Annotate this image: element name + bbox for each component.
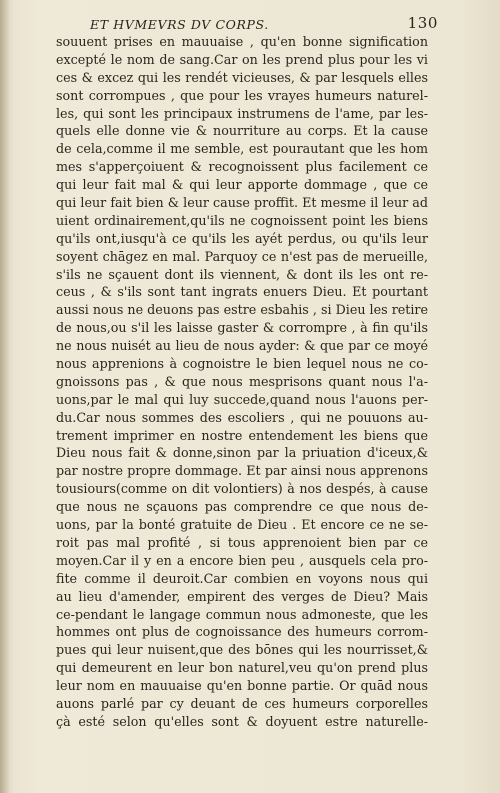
text-line: sont corrompues , que pour les vrayes humeurs naturel- bbox=[56, 87, 428, 103]
text-line: pues qui leur nuisent,que des bōnes qui les nourrisset,& bbox=[56, 642, 428, 658]
gutter-shadow bbox=[0, 0, 10, 793]
body-text bbox=[56, 33, 428, 731]
text-line: que nous ne sçauons pas comprendre ce que nous de- bbox=[56, 499, 428, 515]
text-line: ne nous nuisét au lieu de nous ayder: & que par ce moyé bbox=[56, 338, 428, 354]
text-line: fite comme il deuroit.Car combien en voyons nous qui bbox=[56, 570, 428, 586]
text-line: aussi nous ne deuons pas estre esbahis , si Dieu les retire bbox=[56, 302, 428, 318]
text-line: hommes ont plus de cognoissance des humeurs corrom- bbox=[56, 624, 428, 640]
running-title: ET HVMEVRS DV CORPS. bbox=[90, 17, 269, 32]
text-line: Dieu nous fait & donne,sinon par la priuation d'iceux,& bbox=[56, 445, 428, 461]
text-line: soyent chāgez en mal. Parquoy ce n'est pas de merueille, bbox=[56, 248, 428, 264]
text-line: s'ils ne sçauent dont ils viennent, & dont ils les ont re- bbox=[56, 266, 428, 282]
text-line: ce-pendant le langage commun nous admoneste, que les bbox=[56, 606, 428, 622]
text-line: ces & excez qui les rendét vicieuses, & par lesquels elles bbox=[56, 69, 428, 85]
text-line: qui leur fait bien & leur cause proffit. Et mesme il leur ad bbox=[56, 195, 428, 211]
text-line: de cela,comme il me semble, est pourautant que les hom bbox=[56, 141, 428, 157]
text-line: trement imprimer en nostre entendement les biens que bbox=[56, 427, 428, 443]
text-line: quels elle donne vie & nourriture au corps. Et la cause bbox=[56, 123, 428, 139]
text-line: çà esté selon qu'elles sont & doyuent estre naturelle- bbox=[56, 713, 428, 729]
text-line: leur nom en mauuaise qu'en bonne partie. Or quād nous bbox=[56, 678, 428, 694]
text-line: souuent prises en mauuaise , qu'en bonne signification bbox=[56, 34, 428, 49]
text-line: qu'ils ont,iusqu'à ce qu'ils les ayét perdus, ou qu'ils leur bbox=[56, 230, 428, 246]
text-line: uient ordinairement,qu'ils ne cognoissent point les biens bbox=[56, 212, 428, 228]
text-line: roit pas mal profité , si tous apprenoient bien par ce bbox=[56, 534, 428, 550]
text-line: de nous,ou s'il les laisse gaster & corrompre , à fin qu'ils bbox=[56, 320, 428, 336]
text-line: auons parlé par cy deuant de ces humeurs corporelles bbox=[56, 695, 428, 711]
text-line: ceus , & s'ils sont tant ingrats enuers Dieu. Et pourtant bbox=[56, 284, 428, 300]
text-line: nous apprenions à cognoistre le bien lequel nous ne co- bbox=[56, 356, 428, 372]
text-line: qui leur fait mal & qui leur apporte dommage , que ce bbox=[56, 177, 428, 193]
running-head bbox=[76, 14, 438, 34]
page-number: 130 bbox=[407, 14, 438, 32]
text-line: gnoissons pas , & que nous mesprisons quant nous l'a- bbox=[56, 373, 428, 389]
text-line: mes s'apperçoiuent & recognoissent plus facilement ce bbox=[56, 159, 428, 175]
text-line: au lieu d'amender, empirent des verges de Dieu? Mais bbox=[56, 588, 428, 604]
text-line: tousiours(comme on dit volontiers) à nos despés, à cause bbox=[56, 481, 428, 497]
text-line: uons,par le mal qui luy succede,quand nous l'auons per- bbox=[56, 391, 428, 407]
text-line: les, qui sont les principaux instrumens de l'ame, par les- bbox=[56, 105, 428, 121]
text-line: par nostre propre dommage. Et par ainsi nous apprenons bbox=[56, 463, 428, 479]
text-line: uons, par la bonté gratuite de Dieu . Et encore ce ne se- bbox=[56, 517, 428, 533]
text-line: du.Car nous sommes des escoliers , qui ne pouuons au- bbox=[56, 409, 428, 425]
text-line: qui demeurent en leur bon naturel,veu qu'on prend plus bbox=[56, 660, 428, 676]
text-line: moyen.Car il y en a encore bien peu , ausquels cela pro- bbox=[56, 552, 428, 568]
text-line: excepté le nom de sang.Car on les prend plus pour les vi bbox=[56, 51, 428, 67]
